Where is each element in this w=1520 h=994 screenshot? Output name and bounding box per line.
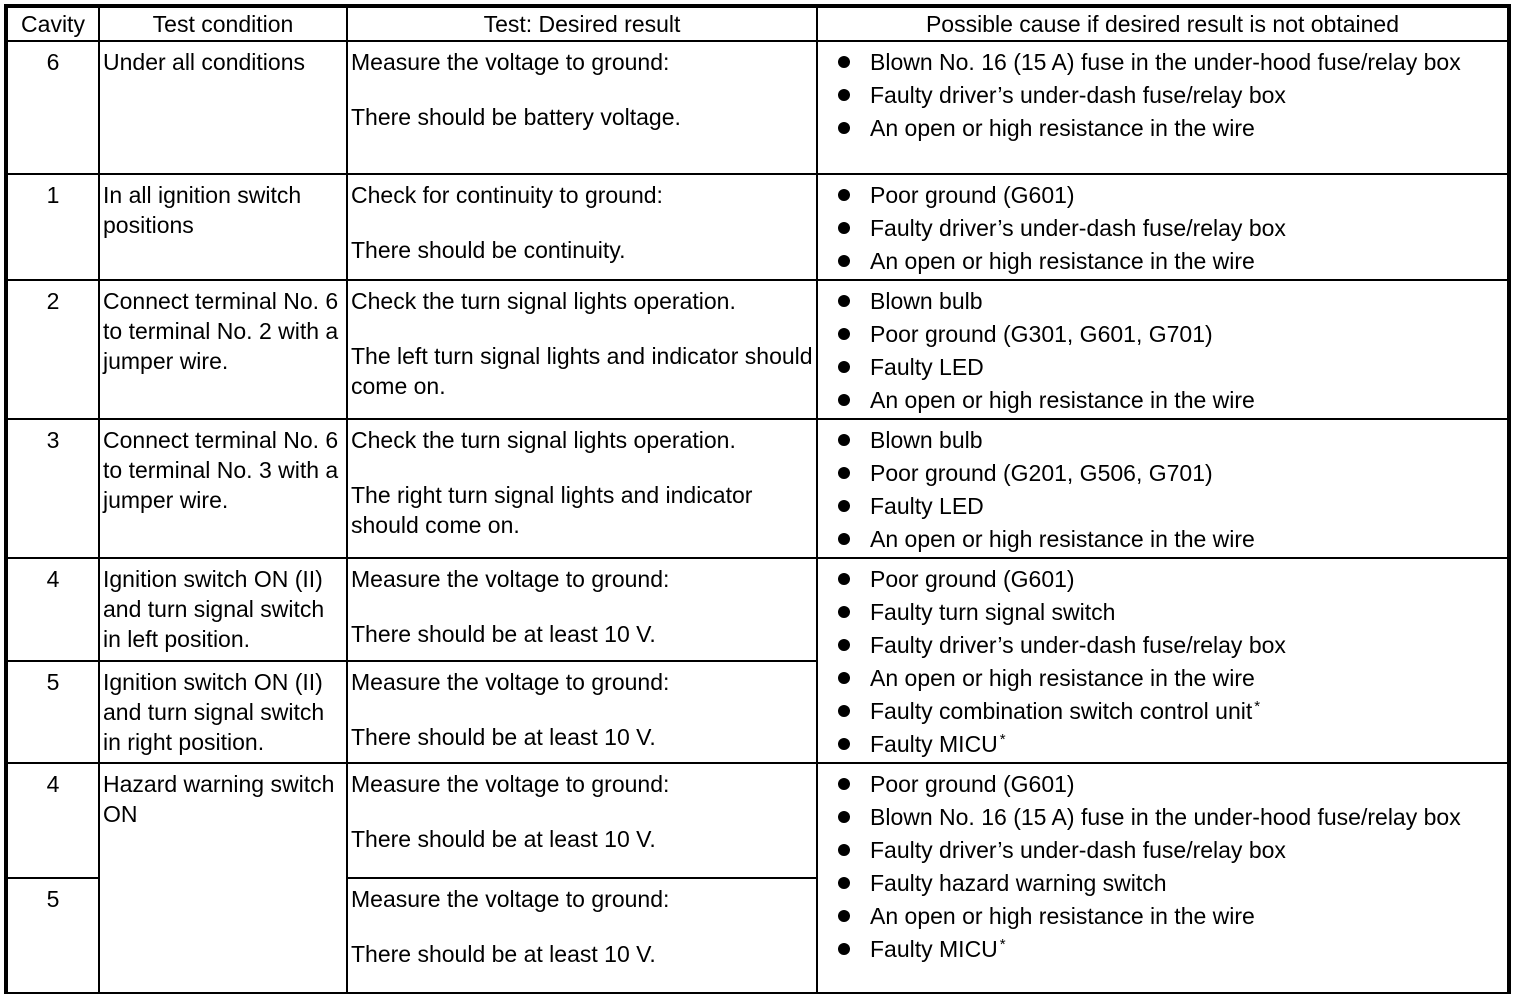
bullet-icon: [838, 738, 850, 750]
result-expected: There should be at least 10 V.: [351, 723, 656, 750]
bullet-icon: [838, 705, 850, 717]
result-expected: There should be at least 10 V.: [351, 621, 656, 647]
cause-text: An open or high resistance in the wire: [870, 387, 1255, 413]
cause-item: [838, 934, 1503, 964]
bullet-icon: [838, 877, 850, 889]
cause-item: [838, 524, 1503, 554]
cause-text: Poor ground (G601): [870, 771, 1075, 797]
cause-text: Faulty MICU: [870, 731, 998, 757]
cause-list: [838, 286, 1503, 415]
cause-item: [838, 425, 1503, 455]
cause-list: [838, 564, 1503, 759]
bullet-icon: [838, 778, 850, 790]
cause-text: Faulty turn signal switch: [870, 599, 1116, 625]
result-cell: [347, 878, 817, 993]
result-expected: There should be at least 10 V.: [351, 826, 656, 852]
result-expected: The left turn signal lights and indicator should come on.: [351, 343, 813, 399]
table-row: [7, 280, 1508, 419]
bullet-icon: [838, 89, 850, 101]
cause-list: [838, 425, 1503, 554]
cause-item: [838, 835, 1503, 865]
condition-cell: Connect terminal No. 6 to terminal No. 3 with a jumper wire.: [99, 419, 347, 558]
result-instruction: Measure the voltage to ground:: [351, 668, 670, 695]
cause-text: Faulty combination switch control unit: [870, 698, 1253, 724]
result-cell: [347, 174, 817, 280]
header-cavity: Cavity: [7, 7, 99, 41]
cause-text: Faulty driver’s under-dash fuse/relay box: [870, 215, 1286, 241]
result-cell: [347, 280, 817, 419]
condition-cell: Under all conditions: [99, 41, 347, 174]
cause-item: [838, 213, 1503, 243]
header-possible-cause: Possible cause if desired result is not obtained: [817, 7, 1508, 41]
table-row: [7, 558, 1508, 661]
cause-item: [838, 80, 1503, 110]
bullet-icon: [838, 573, 850, 585]
cause-text: Blown No. 16 (15 A) fuse in the under-hood fuse/relay box: [870, 804, 1461, 830]
cause-text: Poor ground (G201, G506, G701): [870, 460, 1213, 486]
bullet-icon: [838, 56, 850, 68]
cause-text: An open or high resistance in the wire: [870, 115, 1255, 141]
bullet-icon: [838, 500, 850, 512]
result-expected: There should be battery voltage.: [351, 104, 681, 130]
result-instruction: Measure the voltage to ground:: [351, 886, 670, 912]
result-instruction: Check the turn signal lights operation.: [351, 288, 736, 314]
cause-list: [838, 47, 1503, 143]
cause-text: Faulty driver’s under-dash fuse/relay box: [870, 837, 1286, 863]
cause-cell: [817, 419, 1508, 558]
cause-item: [838, 180, 1503, 210]
cause-text: Faulty hazard warning switch: [870, 870, 1167, 896]
cause-text: Blown bulb: [870, 288, 983, 314]
cause-text: Faulty LED: [870, 493, 984, 519]
cavity-cell: 5: [7, 878, 99, 993]
cause-item: [838, 286, 1503, 316]
cause-item: [838, 729, 1503, 759]
result-cell: [347, 763, 817, 878]
footnote-mark: *: [999, 731, 1006, 748]
bullet-icon: [838, 533, 850, 545]
cause-text: An open or high resistance in the wire: [870, 248, 1255, 274]
result-instruction: Measure the voltage to ground:: [351, 49, 670, 75]
cause-cell: [817, 558, 1508, 763]
result-expected: There should be at least 10 V.: [351, 941, 656, 967]
table-row: [7, 419, 1508, 558]
cause-item: [838, 352, 1503, 382]
cause-item: [838, 385, 1503, 415]
bullet-icon: [838, 434, 850, 446]
cause-text: Blown bulb: [870, 427, 983, 453]
result-expected: The right turn signal lights and indicator should come on.: [351, 482, 753, 538]
condition-cell: Hazard warning switch ON: [99, 763, 347, 993]
bullet-icon: [838, 672, 850, 684]
cause-item: [838, 769, 1503, 799]
cavity-cell: 4: [7, 558, 99, 661]
bullet-icon: [838, 639, 850, 651]
bullet-icon: [838, 606, 850, 618]
cause-text: An open or high resistance in the wire: [870, 526, 1255, 552]
table-row: [7, 763, 1508, 878]
cause-item: [838, 47, 1503, 77]
cause-text: Poor ground (G601): [870, 566, 1075, 592]
bullet-icon: [838, 328, 850, 340]
cause-text: Blown No. 16 (15 A) fuse in the under-hood fuse/relay box: [870, 49, 1461, 75]
cause-list: [838, 180, 1503, 276]
result-expected: There should be continuity.: [351, 237, 626, 263]
table-row: [7, 41, 1508, 174]
cause-text: Faulty MICU: [870, 936, 998, 962]
cause-item: [838, 630, 1503, 660]
result-instruction: Measure the voltage to ground:: [351, 566, 670, 592]
cause-item: [838, 663, 1503, 693]
cavity-cell: 4: [7, 763, 99, 878]
cavity-cell: 1: [7, 174, 99, 280]
bullet-icon: [838, 910, 850, 922]
bullet-icon: [838, 222, 850, 234]
cavity-cell: 3: [7, 419, 99, 558]
table-row: [7, 174, 1508, 280]
cause-text: An open or high resistance in the wire: [870, 665, 1255, 691]
condition-cell: Connect terminal No. 6 to terminal No. 2 with a jumper wire.: [99, 280, 347, 419]
cause-cell: [817, 280, 1508, 419]
result-instruction: Check the turn signal lights operation.: [351, 427, 736, 453]
bullet-icon: [838, 844, 850, 856]
diagnostic-table: [6, 6, 1509, 994]
header-test-condition: Test condition: [99, 7, 347, 41]
cause-item: [838, 113, 1503, 143]
result-cell: [347, 41, 817, 174]
cause-text: Faulty driver’s under-dash fuse/relay box: [870, 82, 1286, 108]
result-instruction: Check for continuity to ground:: [351, 182, 663, 208]
header-test-result: Test: Desired result: [347, 7, 817, 41]
bullet-icon: [838, 295, 850, 307]
cavity-cell: 5: [7, 661, 99, 764]
cause-text: An open or high resistance in the wire: [870, 903, 1255, 929]
result-cell: [347, 419, 817, 558]
cause-item: [838, 319, 1503, 349]
cause-item: [838, 458, 1503, 488]
footnote-mark: *: [1254, 698, 1261, 715]
cause-item: [838, 597, 1503, 627]
cause-item: [838, 901, 1503, 931]
cause-item: [838, 246, 1503, 276]
bullet-icon: [838, 189, 850, 201]
cause-text: Faulty LED: [870, 354, 984, 380]
bullet-icon: [838, 811, 850, 823]
condition-cell: Ignition switch ON (II) and turn signal switch in right position.: [99, 661, 347, 764]
cavity-cell: 6: [7, 41, 99, 174]
cause-cell: [817, 174, 1508, 280]
condition-cell: In all ignition switch positions: [99, 174, 347, 280]
cause-cell: [817, 41, 1508, 174]
bullet-icon: [838, 122, 850, 134]
condition-cell: Ignition switch ON (II) and turn signal switch in left position.: [99, 558, 347, 661]
footnote-mark: *: [999, 936, 1006, 953]
cause-item: [838, 564, 1503, 594]
cause-text: Poor ground (G601): [870, 182, 1075, 208]
cause-item: [838, 868, 1503, 898]
bullet-icon: [838, 467, 850, 479]
bullet-icon: [838, 255, 850, 267]
cause-text: Poor ground (G301, G601, G701): [870, 321, 1213, 347]
cause-item: [838, 491, 1503, 521]
cause-item: [838, 696, 1503, 726]
bullet-icon: [838, 394, 850, 406]
result-instruction: Measure the voltage to ground:: [351, 771, 670, 797]
bullet-icon: [838, 943, 850, 955]
cause-item: [838, 802, 1503, 832]
header-row: [7, 7, 1508, 41]
cause-cell: [817, 763, 1508, 993]
result-cell: [347, 558, 817, 661]
cause-text: Faulty driver’s under-dash fuse/relay box: [870, 632, 1286, 658]
result-cell: [347, 661, 817, 764]
cavity-cell: 2: [7, 280, 99, 419]
cause-list: [838, 769, 1503, 964]
bullet-icon: [838, 361, 850, 373]
